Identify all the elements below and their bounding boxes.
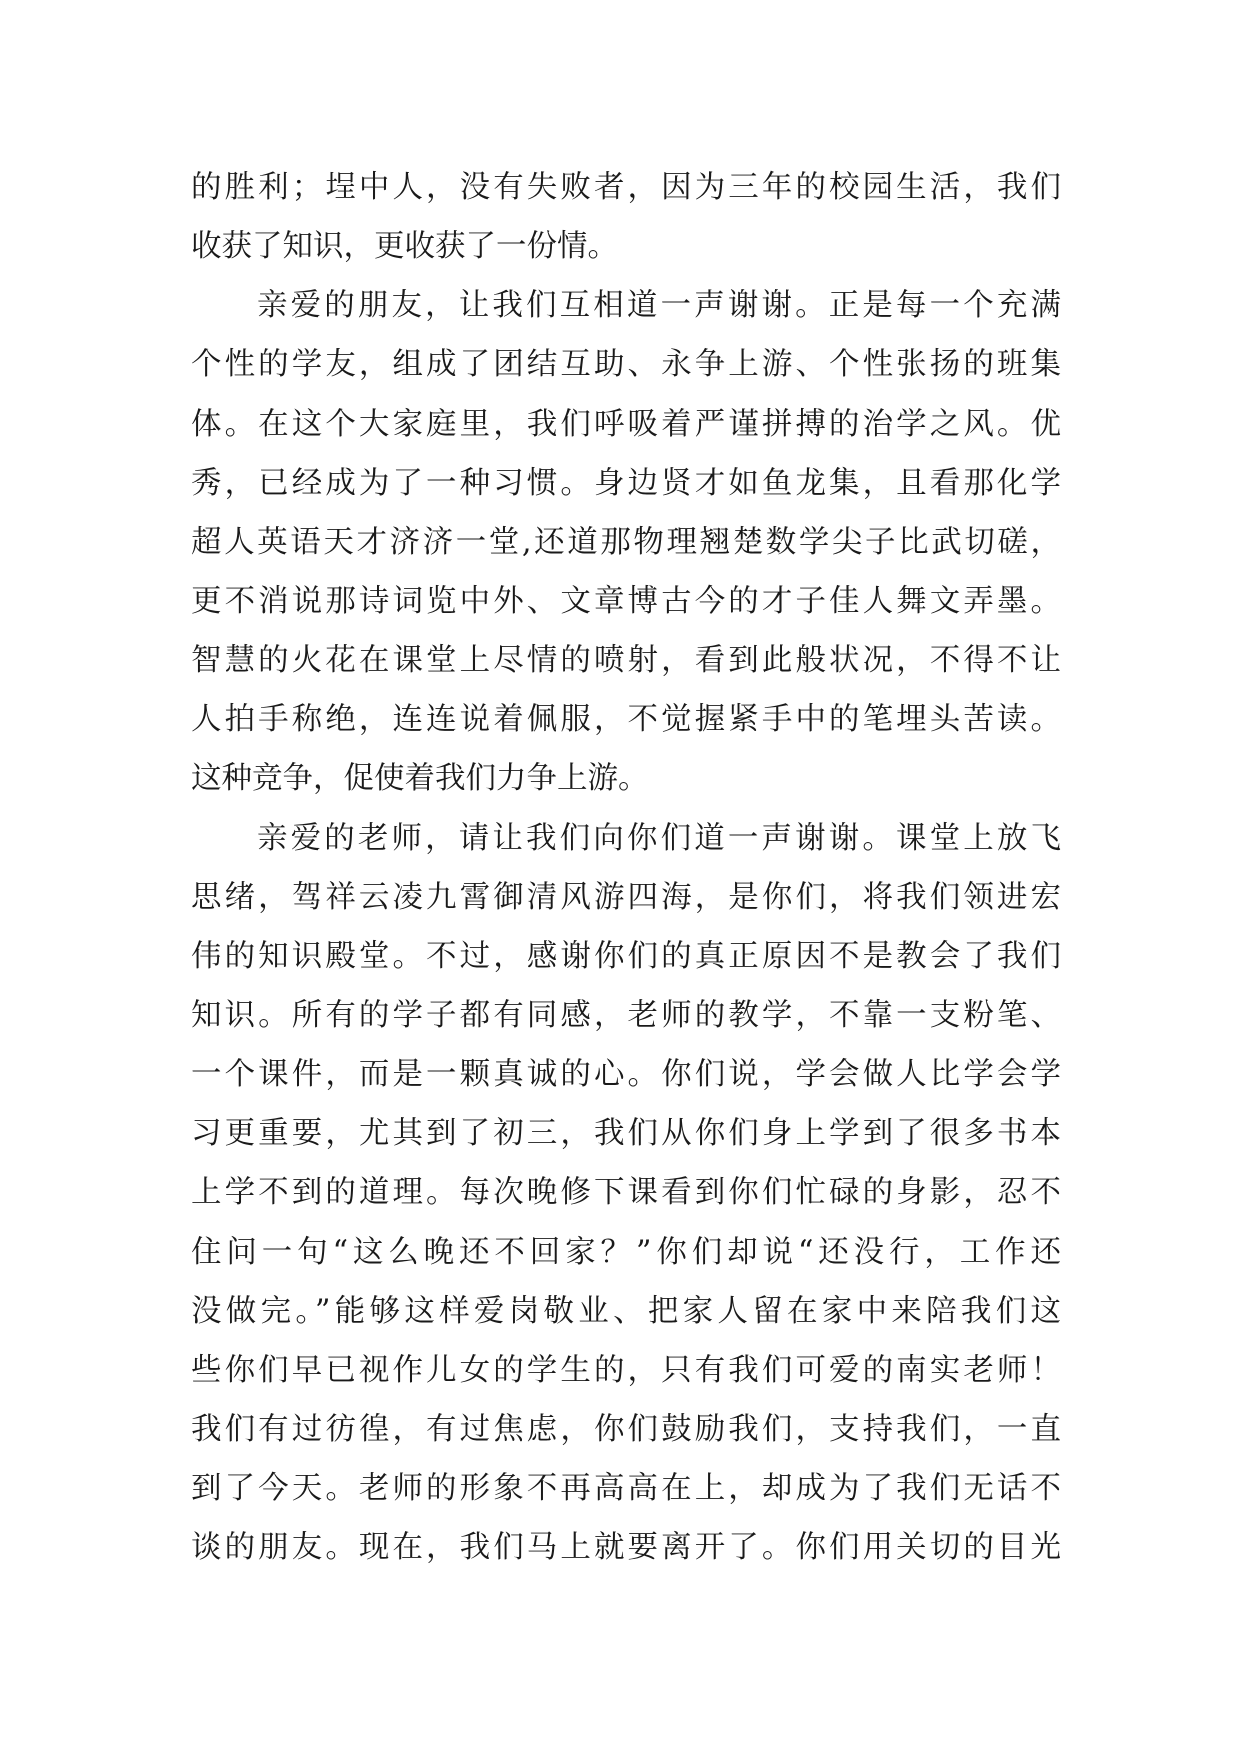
text-line: 住问一句“这么晚还不回家？”你们却说“还没行，工作还 xyxy=(191,1234,1061,1270)
text-line: 个性的学友，组成了团结互助、永争上游、个性张扬的班集 xyxy=(191,347,1061,383)
text-line: 秀，已经成为了一种习惯。身边贤才如鱼龙集，且看那化学 xyxy=(191,465,1061,501)
text-line: 更不消说那诗词览中外、文章博古今的才子佳人舞文弄墨。 xyxy=(191,583,1061,619)
text-line: 些你们早已视作儿女的学生的，只有我们可爱的南实老师！ xyxy=(191,1352,1061,1388)
body-text xyxy=(191,158,1061,1577)
text-line: 伟的知识殿堂。不过，感谢你们的真正原因不是教会了我们 xyxy=(191,938,1061,974)
text-line: 我们有过彷徨，有过焦虑，你们鼓励我们，支持我们，一直 xyxy=(191,1411,1061,1447)
text-line: 的胜利；埕中人，没有失败者，因为三年的校园生活，我们 xyxy=(191,170,1061,205)
text-line: 超人英语天才济济一堂,还道那物理翘楚数学尖子比武切磋， xyxy=(191,524,1061,560)
text-line: 谈的朋友。现在，我们马上就要离开了。你们用关切的目光 xyxy=(191,1530,1061,1566)
text-line: 智慧的火花在课堂上尽情的喷射，看到此般状况，不得不让 xyxy=(191,643,1061,679)
text-line: 亲爱的朋友，让我们互相道一声谢谢。正是每一个充满 xyxy=(257,288,1061,324)
text-line: 这种竞争，促使着我们力争上游。 xyxy=(191,761,649,797)
text-line: 一个课件，而是一颗真诚的心。你们说，学会做人比学会学 xyxy=(191,1057,1061,1093)
text-line: 体。在这个大家庭里，我们呼吸着严谨拼搏的治学之风。优 xyxy=(191,406,1061,442)
text-line: 没做完。”能够这样爱岗敬业、把家人留在家中来陪我们这 xyxy=(191,1293,1061,1329)
text-line: 知识。所有的学子都有同感，老师的教学，不靠一支粉笔、 xyxy=(191,997,1061,1033)
text-line: 思绪，驾祥云凌九霄御清风游四海，是你们，将我们领进宏 xyxy=(191,879,1061,915)
text-line: 亲爱的老师，请让我们向你们道一声谢谢。课堂上放飞 xyxy=(257,820,1061,856)
text-line: 习更重要，尤其到了初三，我们从你们身上学到了很多书本 xyxy=(191,1116,1061,1152)
text-line: 人拍手称绝，连连说着佩服，不觉握紧手中的笔埋头苦读。 xyxy=(191,702,1061,738)
text-line: 到了今天。老师的形象不再高高在上，却成为了我们无话不 xyxy=(191,1471,1061,1507)
text-line: 收获了知识，更收获了一份情。 xyxy=(191,229,618,265)
text-line: 上学不到的道理。每次晚修下课看到你们忙碌的身影，忍不 xyxy=(191,1175,1061,1211)
